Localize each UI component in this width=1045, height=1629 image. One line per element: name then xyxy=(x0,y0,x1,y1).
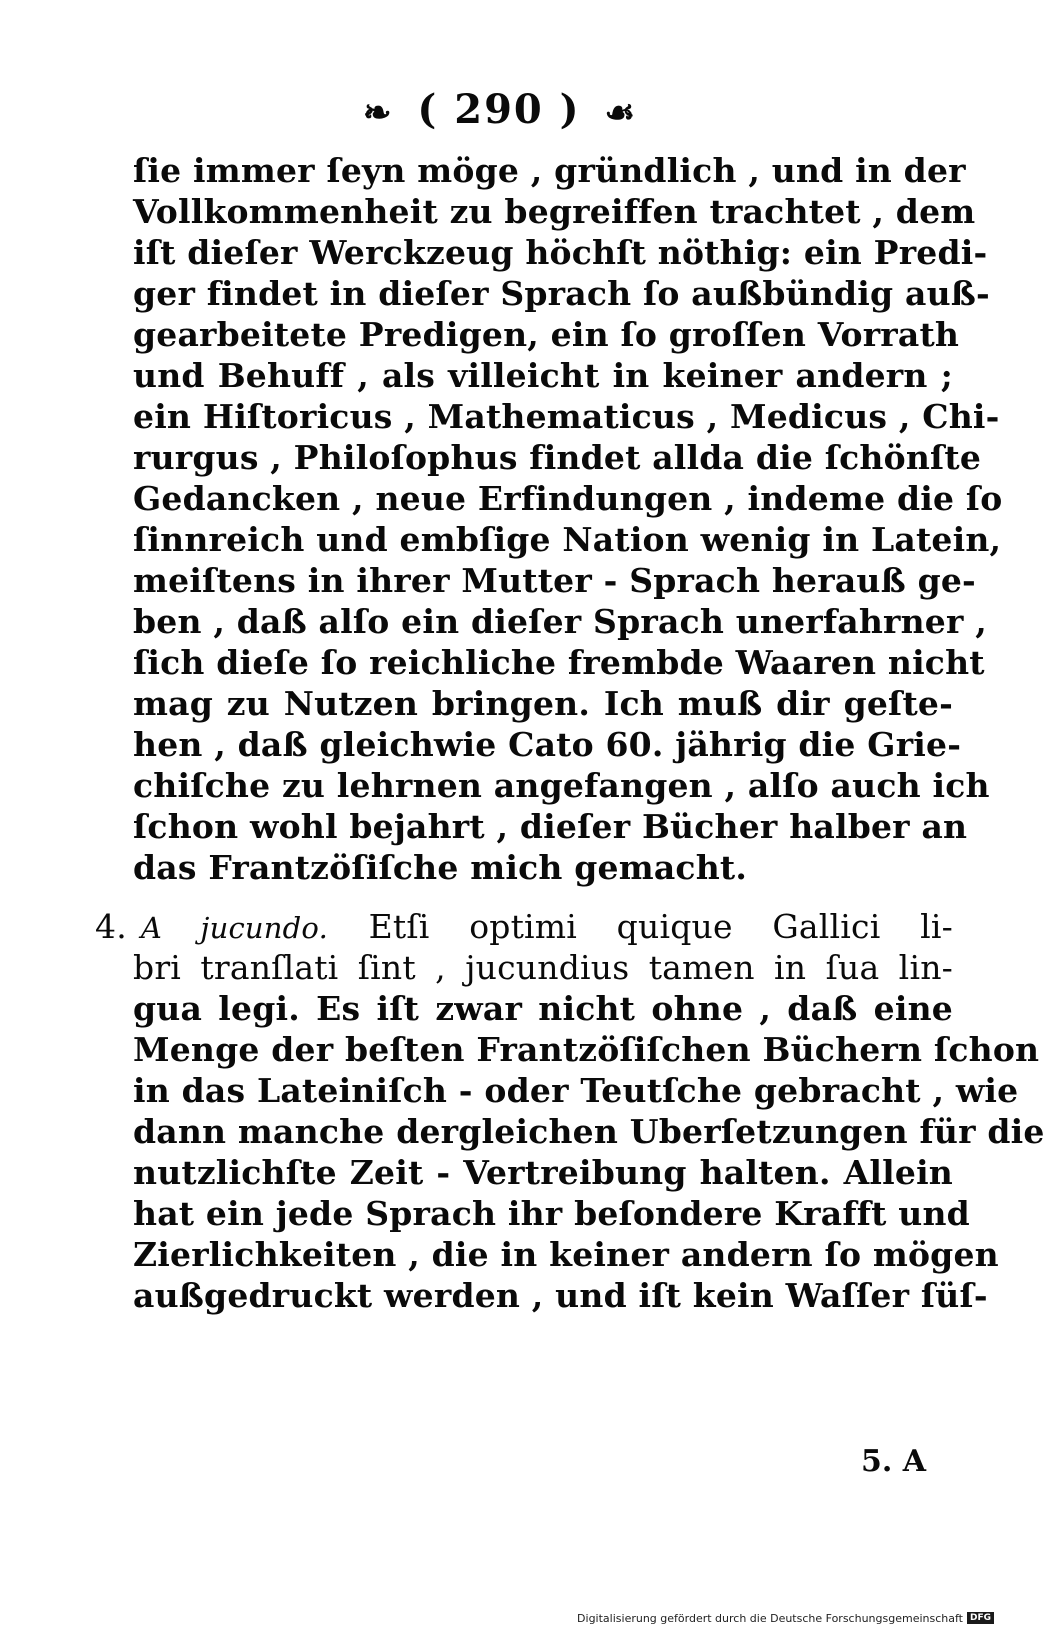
body-text xyxy=(95,150,1045,1316)
section-heading: A jucundo. xyxy=(140,911,328,945)
section-heading-line xyxy=(47,906,953,947)
text-line: ſich dieſe ſo reichliche frembde Waaren nicht xyxy=(133,643,985,682)
paragraph-gap xyxy=(133,888,953,906)
ornament-left-icon: ❧ xyxy=(362,93,394,133)
text-line: mag zu Nutzen bringen. Ich muß dir geſte- xyxy=(133,684,953,723)
text-line: iſt dieſer Werckzeug höchſt nöthig: ein Predi- xyxy=(133,233,988,272)
page-header xyxy=(0,86,1000,133)
text-line: Vollkommenheit zu begreiffen trachtet , dem xyxy=(133,192,976,231)
text-line: gearbeitete Predigen, ein ſo groſſen Vorrath xyxy=(133,315,960,354)
section-first-line: Etſi optimi quique Gallici li- xyxy=(368,907,953,946)
section-number: 4. xyxy=(95,907,127,946)
footer-text: Digitalisierung gefördert durch die Deutsche Forschungsgemeinschaft xyxy=(577,1611,963,1625)
text-line: in das Lateiniſch - oder Teutſche gebracht , wie xyxy=(133,1071,1019,1110)
text-line: ger findet in dieſer Sprach ſo außbündig auß- xyxy=(133,274,990,313)
text-line: das Frantzöſiſche mich gemacht. xyxy=(133,848,748,887)
catchword: 5. A xyxy=(860,1444,926,1479)
text-line: Menge der beſten Frantzöſiſchen Büchern ſchon xyxy=(133,1030,1040,1069)
text-line: hen , daß gleichwie Cato 60. jährig die Grie- xyxy=(133,725,962,764)
digitization-footer xyxy=(577,1607,1000,1629)
ornament-right-icon: ☙ xyxy=(604,93,638,133)
text-line: gua legi. Es iſt zwar nicht ohne , daß eine xyxy=(133,989,953,1028)
text-line: hat ein jede Sprach ihr beſondere Krafft und xyxy=(133,1194,970,1233)
text-line: meiſtens in ihrer Mutter - Sprach herauß ge- xyxy=(133,561,976,600)
page-number: ( 290 ) xyxy=(417,86,581,133)
text-line: außgedruckt werden , und iſt kein Waſſer ſüſ- xyxy=(133,1276,988,1315)
text-line: Gedancken , neue Erfindungen , indeme die ſo xyxy=(133,479,1003,518)
text-line: bri tranſlati ſint , jucundius tamen in ſua lin- xyxy=(133,948,953,987)
text-line: rurgus , Philoſophus findet allda die ſchönſte xyxy=(133,438,982,477)
text-line: und Behuff , als villeicht in keiner andern ; xyxy=(133,356,953,395)
text-line: ſchon wohl bejahrt , dieſer Bücher halber an xyxy=(133,807,968,846)
text-line: Zierlichkeiten , die in keiner andern ſo mögen xyxy=(133,1235,999,1274)
text-line: nutzlichſte Zeit - Vertreibung halten. Allein xyxy=(133,1153,953,1192)
dfg-logo-icon: DFG xyxy=(967,1612,994,1624)
text-line: ben , daß alſo ein dieſer Sprach unerfahrner , xyxy=(133,602,987,641)
text-line: chiſche zu lehrnen angefangen , alſo auch ich xyxy=(133,766,990,805)
text-line: ſie immer ſeyn möge , gründlich , und in der xyxy=(133,151,966,190)
text-line: ſinnreich und embſige Nation wenig in Latein, xyxy=(133,520,1002,559)
text-line: ein Hiſtoricus , Mathematicus , Medicus , Chi- xyxy=(133,397,1000,436)
text-line: dann manche dergleichen Uberſetzungen für die xyxy=(133,1112,1045,1151)
